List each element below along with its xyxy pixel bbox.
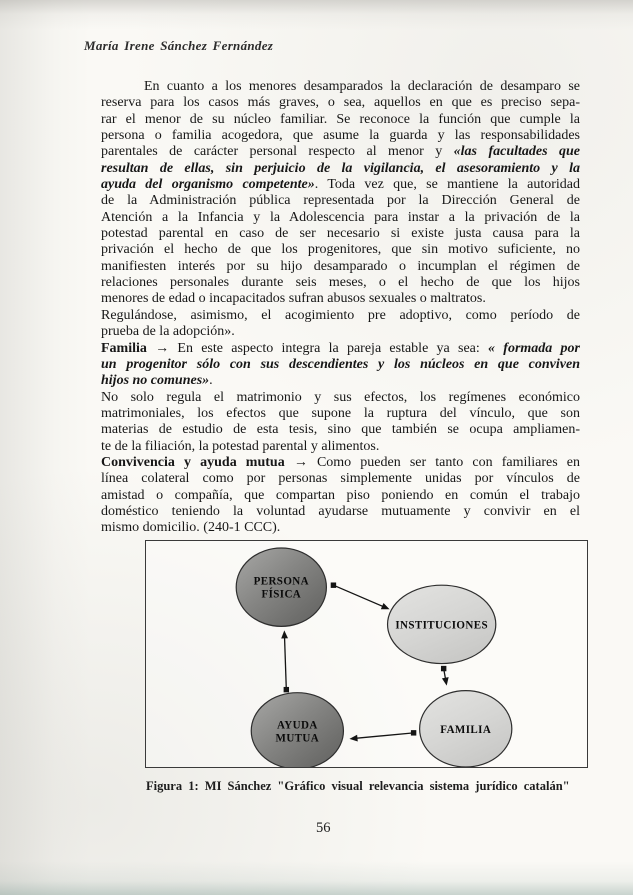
text-segment: «las facultades que (453, 144, 580, 160)
node-instituciones-label: INSTITUCIONES (395, 619, 489, 632)
text-segment: materias de estudio de esta tesis, sino que también se ocupa ampliamen- (101, 422, 580, 438)
text-line (101, 406, 580, 422)
text-line (101, 439, 580, 455)
text-line (101, 128, 580, 144)
text-segment: Familia (101, 340, 147, 356)
text-segment: resultan de ellas, sin perjuicio de la vigilancia, el asesoramiento y la (101, 160, 580, 176)
text-line (101, 193, 580, 209)
node-ayuda-mutua-label: AYUDA (276, 719, 318, 732)
arrow-tail-square (411, 730, 416, 735)
text-segment: amistad o compañía, que compartan piso poniendo en común el trabajo (101, 487, 580, 503)
text-segment: un progenitor sólo con sus descendientes y los núcleos en que conviven (101, 356, 580, 372)
arrow-persona-fisica-to-instituciones (331, 582, 390, 609)
arrow-tail-square (284, 687, 289, 692)
text-line (101, 488, 580, 504)
text-line (101, 390, 580, 406)
arrow-tail-square (331, 582, 336, 587)
arrow-ayuda-mutua-to-persona-fisica (281, 630, 289, 692)
text-segment: línea colateral como por personas simplemente unidas por vínculos de (101, 471, 580, 487)
arrow-head (442, 677, 449, 686)
text-segment: de la Administración pública representada por la Dirección General de (101, 193, 580, 209)
text-segment: Atención a la Infancia y la Adolescencia para instar a la privación de la (101, 209, 580, 225)
text-segment: te de la filiación, la potestad parental y alimentos. (101, 438, 380, 454)
text-segment: manifiesten interés por su hijo desamparado o incumplan el régimen de (101, 258, 580, 274)
text-segment: En cuanto a los menores desamparados la declaración de desamparo se (144, 79, 580, 94)
text-line (101, 471, 580, 487)
node-persona-fisica-label: PERSONA (253, 575, 310, 588)
text-segment: Convivencia y ayuda mutua (101, 454, 285, 470)
arrow-instituciones-to-familia (441, 666, 449, 686)
text-line (101, 308, 580, 324)
text-line (101, 161, 580, 177)
text-segment: . Toda vez que, se mantiene la autoridad (314, 177, 580, 193)
node-familia-label: FAMILIA (440, 723, 492, 736)
text-line (101, 324, 580, 340)
text-segment: rar el menor de su núcleo familiar. Se reconoce la función que cumple la (101, 111, 580, 127)
text-line (101, 357, 580, 373)
arrow-familia-to-ayuda-mutua (349, 730, 416, 741)
text-line (101, 341, 580, 357)
text-segment: relaciones personales durante seis meses, o el hecho de que los hijos (101, 275, 580, 291)
text-line (101, 226, 580, 242)
text-segment: matrimoniales, los efectos que supone la ruptura del vínculo, que son (101, 405, 580, 421)
body-text (101, 79, 580, 537)
text-segment: « formada por (488, 340, 581, 356)
text-segment: mismo domicilio. (240-1 CCC). (101, 520, 281, 536)
text-line (101, 520, 580, 536)
text-segment: menores de edad o incapacitados sufran abusos sexuales o maltratos. (101, 291, 486, 307)
arrow-head (349, 735, 357, 742)
node-persona-fisica-label: FÍSICA (261, 588, 302, 601)
text-line (101, 259, 580, 275)
text-segment: potestad parental en caso de ser necesario si existe justa causa para la (101, 226, 580, 242)
text-segment: persona o familia acogedora, que asume la guarda y las responsabilidades (101, 128, 580, 144)
node-ayuda-mutua-label: MUTUA (275, 732, 320, 745)
page-number: 56 (316, 820, 331, 836)
text-segment: hijos no comunes» (101, 373, 210, 389)
text-line (101, 177, 580, 193)
text-line (101, 504, 580, 520)
arrow-head (281, 630, 288, 638)
figure-caption: Figura 1: MI Sánchez "Gráfico visual relevancia sistema jurídico catalán" (146, 779, 570, 793)
text-line (101, 95, 580, 111)
text-segment: No solo regula el matrimonio y sus efectos, los regímenes económico (101, 389, 580, 405)
text-line (101, 373, 580, 389)
text-line (101, 291, 580, 307)
text-line (101, 79, 580, 95)
running-header-author: María Irene Sánchez Fernández (84, 38, 274, 53)
text-segment: Regulándose, asimismo, el acogimiento pre adoptivo, como período de (101, 307, 580, 323)
text-segment: parentales de carácter personal respecto al menor y (101, 144, 454, 160)
text-line (101, 455, 580, 471)
text-segment: . (209, 373, 213, 389)
text-segment: doméstico teniendo la voluntad ayudarse mutuamente y convivir en el (101, 503, 580, 519)
text-segment: prueba de la adopción». (101, 324, 235, 340)
text-line (101, 144, 580, 160)
arrow-tail-square (441, 666, 446, 671)
text-line (101, 112, 580, 128)
figure-svg (146, 541, 587, 767)
text-segment: privación el hecho de que los progenitores, que sin motivo suficiente, no (101, 242, 580, 258)
text-line (101, 422, 580, 438)
text-segment: → Como pueden ser tanto con familiares en (284, 454, 581, 470)
figure-diagram (145, 540, 588, 768)
text-line (101, 242, 580, 258)
text-segment: reserva para los casos más graves, o sea, aquellos en que es preciso sepa- (101, 95, 580, 111)
text-segment: ayuda del organismo competente» (101, 177, 315, 193)
text-segment: → En este aspecto integra la pareja estable ya sea: (146, 340, 489, 356)
text-line (101, 275, 580, 291)
text-line (101, 210, 580, 226)
